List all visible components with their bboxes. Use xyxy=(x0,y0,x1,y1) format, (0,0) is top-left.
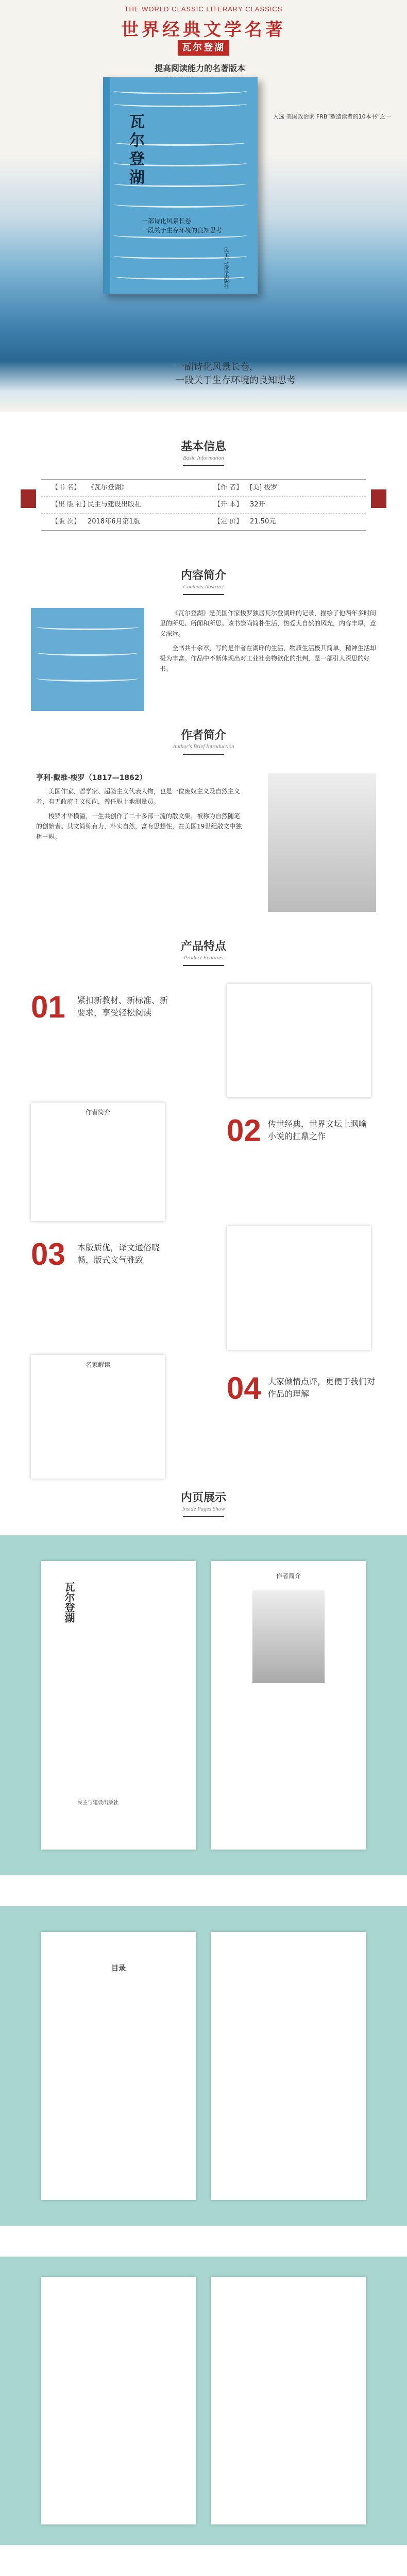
hero-banner xyxy=(0,0,407,412)
inner-page-author: 作者简介 xyxy=(211,1561,366,1850)
inner-page-text xyxy=(41,2277,196,2524)
feature-reading-card: 名家解读 xyxy=(31,1355,165,1479)
content-intro-text: 《瓦尔登湖》是美国作家梭罗独居瓦尔登湖畔的记录，描绘了他两年多时间里的所见、所闻和所思。该书崇尚简朴生活，热爱大自然的风光，内容丰厚，意义深远。 全书共十余章，写的是作者在湖畔的生活，物质生活极其简单，精神生活却极为丰富。作品中不断体现出对工业社会物欲化的批判，是一部引人深思的好书。 xyxy=(160,609,377,672)
info-row: 【书 名】 《瓦尔登湖》 【作 者】 [美] 梭罗 xyxy=(41,480,366,497)
inner-page-title: 瓦尔登湖 民主与建设出版社 xyxy=(41,1561,196,1850)
basic-info-heading: 基本信息 Basic Information xyxy=(0,438,407,466)
features-heading: 产品特点 Product Features xyxy=(0,938,407,966)
cover-publisher: 民主与建设出版社 xyxy=(223,247,228,289)
inner-page-toc: 目录 xyxy=(41,1932,196,2200)
feature-number: 04 xyxy=(227,1371,261,1405)
author-portrait xyxy=(268,773,376,912)
promo-text: 入选 美国政治家 FRB“塑造读者的10本书”之一 xyxy=(273,113,392,120)
deco-bar-left xyxy=(21,489,36,508)
feature-text: 本版质优，译文通俗晓畅，版式文气雅致 xyxy=(77,1243,160,1265)
content-intro-heading: 内容简介 Contents Abstract xyxy=(0,567,407,595)
feature-text: 紧扣新教材、新标准、新要求，享受轻松阅读 xyxy=(77,995,168,1018)
feature-page-preview xyxy=(227,984,371,1097)
inner-pages-heading: 内页展示 Inside Pages Show xyxy=(0,1489,407,1517)
book-cover xyxy=(103,77,258,294)
author-heading: 作者简介 Author's Brief Introduction xyxy=(0,726,407,755)
feature-number: 01 xyxy=(31,990,65,1024)
deco-bar-right xyxy=(371,489,386,508)
cover-title: 瓦尔登湖 xyxy=(126,113,144,188)
feature-author-card: 作者简介 xyxy=(31,1103,165,1221)
hero-caption: 一副诗化风景长卷， 一段关于生存环境的良知思考 xyxy=(175,362,296,386)
feature-page-preview xyxy=(227,1226,371,1350)
info-row: 【出 版 社】民主与建设出版社 【开 本】 32开 xyxy=(41,497,366,514)
book-spine xyxy=(103,77,110,294)
series-chinese-title: 世界经典文学名著 xyxy=(121,20,286,40)
feature-text: 大家倾情点评，更便于我们对作品的理解 xyxy=(268,1377,376,1399)
author-intro: 亨利·戴维·梭罗（1817—1862） 美国作家、哲学家、超验主义代表人物，也是一位废奴主义及自然主义者，有无政府主义倾向，曾任职土地测量员。 梭罗才华横溢，一生共创作了二十多部一流的散文集，被称为自然随笔的创始者。其文简练有力，朴实自然，富有思想性，在美国19世纪散文中独树一帜。 xyxy=(36,774,242,840)
series-english-title: THE WORLD CLASSIC LITERARY CLASSICS xyxy=(124,5,283,13)
info-row: 【版 次】 2018年6月第1版 【定 价】 21.50元 xyxy=(52,518,276,526)
feature-number: 02 xyxy=(227,1113,261,1148)
inner-page-toc xyxy=(211,1932,366,2200)
book-title-badge: 瓦尔登湖 xyxy=(178,40,229,56)
feature-text: 传世经典，世界文坛上讽喻小说的扛鼎之作 xyxy=(268,1119,367,1141)
tag-reading-ability: 提高阅读能力的名著版本 xyxy=(155,63,246,73)
feature-number: 03 xyxy=(31,1237,65,1272)
author-name: 亨利·戴维·梭罗（1817—1862） xyxy=(36,774,147,782)
inner-page-text xyxy=(211,2277,366,2524)
cover-thumbnail xyxy=(31,608,144,711)
cover-note: 一部诗化风景长卷 一段关于生存环境的良知思考 xyxy=(142,217,223,234)
basic-info-table xyxy=(41,479,366,531)
